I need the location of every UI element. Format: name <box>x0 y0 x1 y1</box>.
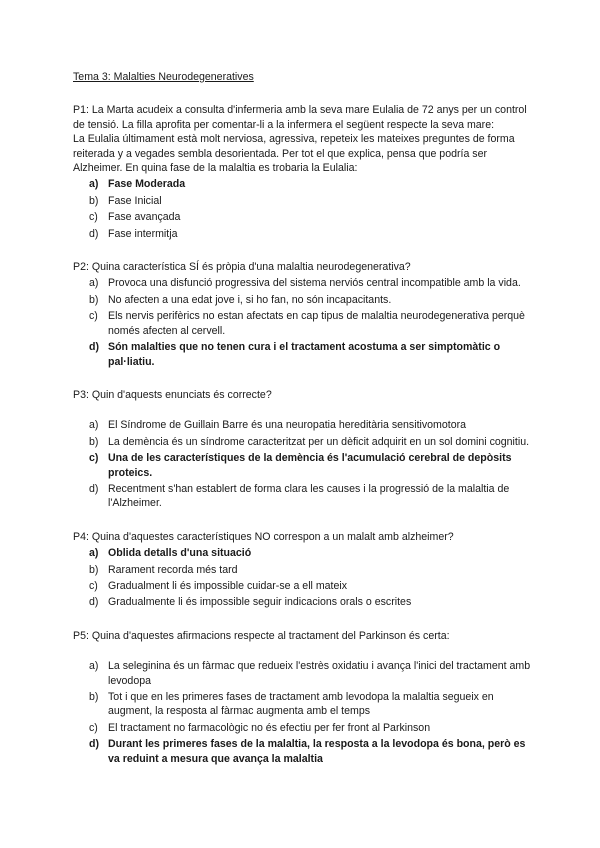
option-text: Gradualmente li és impossible seguir indicacions orals o escrites <box>108 596 412 609</box>
question-5-option-d <box>73 737 533 766</box>
question-3-option-a <box>73 418 533 432</box>
option-text: Recentment s'han establert de forma clara les causes i la progressió de la malaltia de l'Alzheimer. <box>108 482 510 510</box>
option-text: Oblida detalls d'una situació <box>108 547 252 560</box>
option-letter: b) <box>89 293 99 306</box>
question-4 <box>73 530 533 610</box>
question-5 <box>73 629 533 766</box>
option-text: Són malalties que no tenen cura i el tractament acostuma a ser simptomàtic o pal·liatiu. <box>108 341 501 368</box>
question-5-option-a <box>73 659 533 688</box>
option-text: Durant les primeres fases de la malaltia, la resposta a la levodopa és bona, però es va reduint a mesura que avança la malaltia <box>108 738 526 765</box>
option-letter: c) <box>89 452 99 465</box>
question-4-option-d <box>73 595 533 609</box>
question-1-text-2: La Eulalia últimament està molt nerviosa, agressiva, repeteix les mateixes preguntes de forma reiterada y a vegades sembla desorientada. Per tot el que explica, pensa que podría ser Alzheimer. En quina fase de la malaltia es trobaria la Eulalia: <box>73 133 515 175</box>
question-3-option-d <box>73 482 533 511</box>
question-1-option-d <box>73 227 533 241</box>
option-letter: a) <box>89 547 99 560</box>
option-text: Una de les característiques de la demència és l'acumulació cerebral de depòsits proteics. <box>108 452 512 479</box>
option-text: El Síndrome de Guillain Barre és una neuropatia hereditària sensitivomotora <box>108 419 467 432</box>
option-text: Rarament recorda més tard <box>108 563 238 576</box>
option-letter: a) <box>89 178 99 191</box>
option-letter: d) <box>89 227 99 240</box>
option-text: Els nervis perifèrics no estan afectats en cap tipus de malaltia neurodegenerativa perquè només afecten al cervell. <box>108 310 525 337</box>
question-2-option-d <box>73 340 533 369</box>
option-letter: d) <box>89 738 99 751</box>
question-4-option-c <box>73 579 533 593</box>
question-1-options <box>73 177 533 241</box>
question-5-option-c <box>73 721 533 735</box>
option-text: Fase avançada <box>108 211 181 224</box>
question-3-option-b <box>73 435 533 449</box>
question-5-option-b <box>73 690 533 719</box>
option-text: El tractament no farmacològic no és efectiu per fer front al Parkinson <box>108 721 431 734</box>
option-letter: c) <box>89 310 98 323</box>
question-4-text: P4: Quina d'aquestes característiques NO correspon a un malalt amb alzheimer? <box>73 530 454 543</box>
spacer <box>73 513 533 530</box>
option-letter: b) <box>89 563 99 576</box>
option-letter: c) <box>89 211 98 224</box>
option-text: Provoca una disfunció progressiva del sistema nerviós central incompatible amb la vida. <box>108 277 521 290</box>
option-letter: d) <box>89 482 99 495</box>
option-text: No afecten a una edat jove i, si ho fan, no són incapacitants. <box>108 293 392 306</box>
question-1-option-b <box>73 194 533 208</box>
question-5-options <box>73 659 533 766</box>
option-letter: b) <box>89 691 99 703</box>
option-text: Tot i que en les primeres fases de tractament amb levodopa la malaltia segueix en augment, la resposta al fàrmac augmenta amb el temps <box>108 691 494 718</box>
question-1 <box>73 103 533 241</box>
question-4-option-b <box>73 563 533 577</box>
option-text: Fase Moderada <box>108 178 186 191</box>
question-1-option-c <box>73 210 533 224</box>
spacer <box>73 243 533 260</box>
question-3-text: P3: Quin d'aquests enunciats és correcte? <box>73 388 272 401</box>
question-4-option-a <box>73 546 533 560</box>
question-2-text: P2: Quina característica SÍ és pròpia d'una malaltia neurodegenerativa? <box>73 261 411 274</box>
option-text: Fase intermitja <box>108 227 178 240</box>
option-letter: a) <box>89 277 99 290</box>
document-page <box>73 70 533 768</box>
question-2 <box>73 260 533 369</box>
spacer <box>73 371 533 388</box>
question-4-options <box>73 546 533 610</box>
option-text: La seleginina és un fàrmac que redueix l'estrès oxidatiu i avança l'inici del tractament amb levodopa <box>108 660 531 687</box>
question-1-text: P1: La Marta acudeix a consulta d'infermeria amb la seva mare Eulalia de 72 anys per un control de tensió. La filla aprofita per comentar-li a la infermera el següent respecte la seva mare: <box>73 104 527 131</box>
question-5-text: P5: Quina d'aquestes afirmacions respecte al tractament del Parkinson és certa: <box>73 629 450 642</box>
question-2-option-a <box>73 276 533 290</box>
question-3-option-c <box>73 451 533 480</box>
option-letter: b) <box>89 435 99 448</box>
option-text: Fase Inicial <box>108 194 162 207</box>
question-3 <box>73 388 533 511</box>
option-letter: d) <box>89 596 99 609</box>
question-2-options <box>73 276 533 368</box>
option-text: Gradualment li és impossible cuidar-se a ell mateix <box>108 579 348 592</box>
spacer <box>73 612 533 629</box>
option-letter: b) <box>89 194 99 207</box>
question-1-option-a <box>73 177 533 191</box>
option-text: La demència és un síndrome caracteritzat per un dèficit adquirit en un sol domini cognitiu. <box>108 435 530 448</box>
option-letter: c) <box>89 721 98 734</box>
option-letter: d) <box>89 341 99 354</box>
question-2-option-b <box>73 293 533 307</box>
option-letter: a) <box>89 419 99 432</box>
question-3-options <box>73 418 533 510</box>
question-2-option-c <box>73 309 533 338</box>
option-letter: a) <box>89 660 99 673</box>
document-title: Tema 3: Malalties Neurodegeneratives <box>73 71 254 83</box>
option-letter: c) <box>89 579 98 592</box>
